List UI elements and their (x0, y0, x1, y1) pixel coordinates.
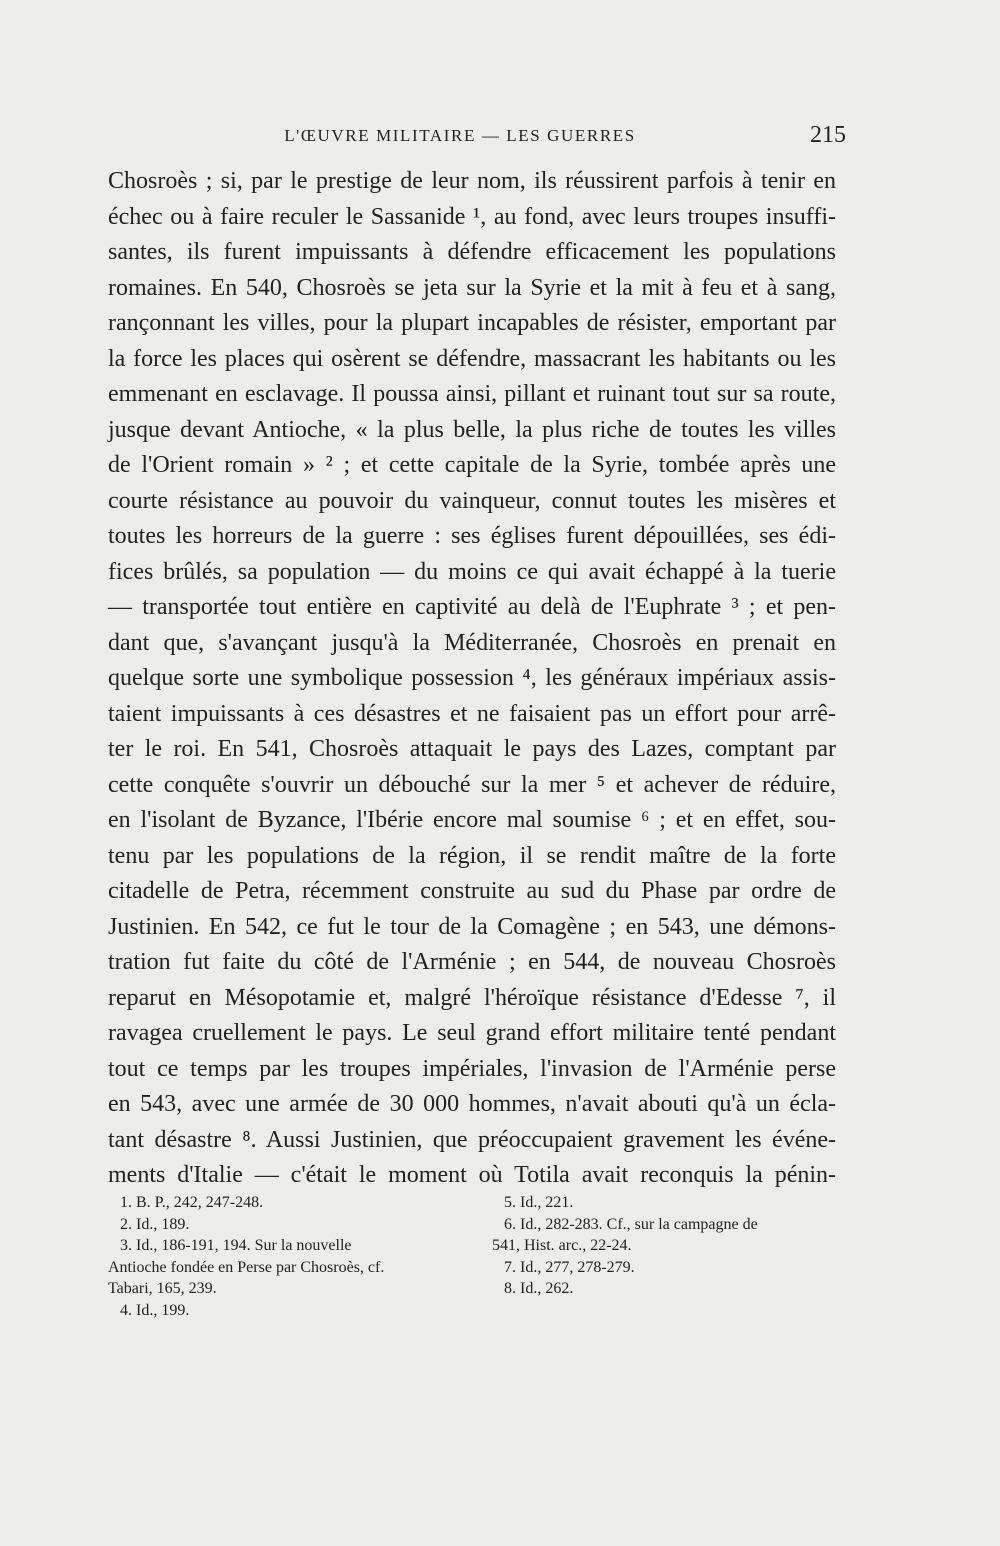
text-line: courte résistance au pouvoir du vainqueur, connut toutes les misères et (108, 487, 836, 514)
text-line: tenu par les populations de la région, il se rendit maître de la forte (108, 842, 836, 869)
text-line: tant désastre ⁸. Aussi Justinien, que préoccupaient gravement les événe- (108, 1126, 836, 1153)
footnote: 541, Hist. arc., 22-24. (492, 1237, 632, 1254)
text-line: taient impuissants à ces désastres et ne faisaient pas un effort pour arrê- (108, 700, 836, 727)
text-line: quelque sorte une symbolique possession ⁴, les généraux impériaux assis- (108, 665, 836, 691)
footnote: 6. Id., 282-283. Cf., sur la campagne de (504, 1215, 758, 1233)
page-number: 215 (810, 122, 846, 148)
text-line: emmenant en esclavage. Il poussa ainsi, pillant et ruinant tout sur sa route, (108, 381, 836, 407)
text-line: citadelle de Petra, récemment construite au sud du Phase par ordre de (108, 878, 836, 904)
footnote: 5. Id., 221. (504, 1194, 574, 1211)
text-line: Chosroès ; si, par le prestige de leur nom, ils réussirent parfois à tenir en (108, 168, 836, 194)
body-text (108, 164, 836, 1194)
footnote: Antioche fondée en Perse par Chosroès, cf. (108, 1258, 385, 1276)
text-line: ter le roi. En 541, Chosroès attaquait le pays des Lazes, comptant par (108, 736, 836, 762)
text-line: Justinien. En 542, ce fut le tour de la Comagène ; en 543, une démons- (108, 913, 836, 940)
text-line: toutes les horreurs de la guerre : ses églises furent dépouillées, ses édi- (108, 523, 836, 549)
text-line: cette conquête s'ouvrir un débouché sur la mer ⁵ et achever de réduire, (108, 771, 836, 798)
text-line: reparut en Mésopotamie et, malgré l'héroïque résistance d'Edesse ⁷, il (108, 984, 836, 1011)
footnote: 2. Id., 189. (120, 1215, 190, 1233)
text-line: tout ce temps par les troupes impériales, l'invasion de l'Arménie perse (108, 1055, 836, 1082)
footnote: 3. Id., 186-191, 194. Sur la nouvelle (120, 1237, 352, 1254)
footnote: 8. Id., 262. (504, 1280, 574, 1297)
footnote: 4. Id., 199. (120, 1301, 190, 1319)
text-line: en 543, avec une armée de 30 000 hommes, n'avait abouti qu'à un écla- (108, 1091, 836, 1117)
text-line: ravagea cruellement le pays. Le seul grand effort militaire tenté pendant (108, 1020, 836, 1046)
text-line: dant que, s'avançant jusqu'à la Méditerranée, Chosroès en prenait en (108, 629, 836, 656)
text-line: la force les places qui osèrent se défendre, massacrant les habitants ou les (108, 345, 836, 372)
text-line: tration fut faite du côté de l'Arménie ; en 544, de nouveau Chosroès (108, 949, 836, 975)
text-line: santes, ils furent impuissants à défendre efficacement les populations (108, 239, 836, 265)
text-line: fices brûlés, sa population — du moins ce qui avait échappé à la tuerie (108, 558, 836, 585)
text-line: ments d'Italie — c'était le moment où Totila avait reconquis la pénin- (108, 1162, 836, 1188)
text-line: jusque devant Antioche, « la plus belle, la plus riche de toutes les villes (108, 416, 836, 443)
footnote: 7. Id., 277, 278-279. (504, 1258, 635, 1276)
text-line: en l'isolant de Byzance, l'Ibérie encore mal soumise ⁶ ; et en effet, sou- (108, 807, 836, 833)
text-line: romaines. En 540, Chosroès se jeta sur la Syrie et la mit à feu et à sang, (108, 274, 836, 301)
footnotes-left-column (108, 1192, 463, 1321)
footnotes-right-column (492, 1192, 852, 1300)
text-line: échec ou à faire reculer le Sassanide ¹, au fond, avec leurs troupes insuffi- (108, 203, 836, 230)
footnote: 1. B. P., 242, 247-248. (120, 1194, 264, 1211)
text-line: de l'Orient romain » ² ; et cette capitale de la Syrie, tombée après une (108, 452, 836, 478)
running-title: L'ŒUVRE MILITAIRE — LES GUERRES (284, 126, 636, 145)
footnote: Tabari, 165, 239. (108, 1280, 217, 1297)
text-line: — transportée tout entière en captivité au delà de l'Euphrate ³ ; et pen- (108, 594, 836, 620)
text-line: rançonnant les villes, pour la plupart incapables de résister, emportant par (108, 310, 836, 336)
